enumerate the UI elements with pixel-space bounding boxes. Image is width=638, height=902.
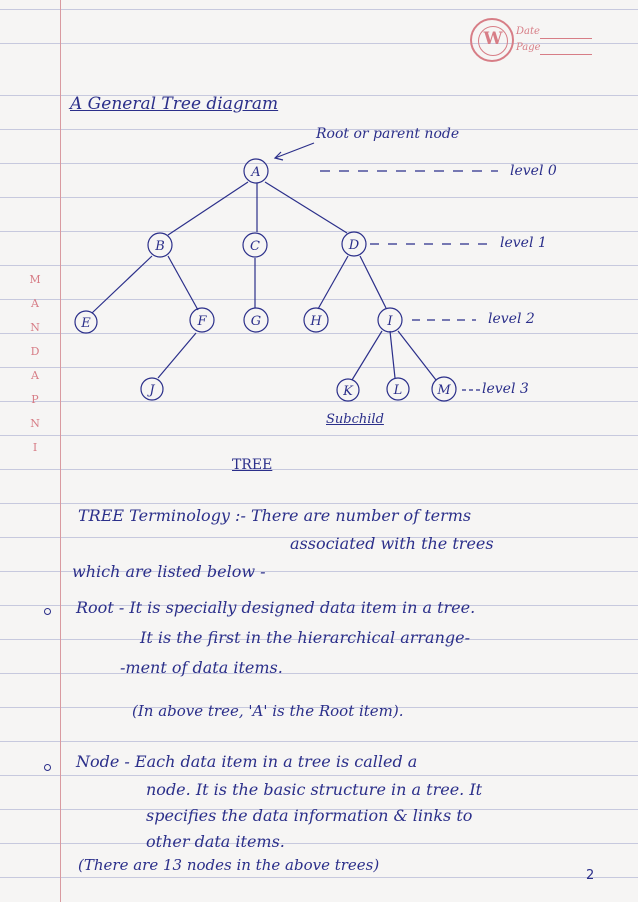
node-def-line-2: node. It is the basic structure in a tree. It bbox=[146, 780, 483, 799]
page-number: 2 bbox=[586, 868, 595, 883]
margin-text: M A N D A P N I bbox=[29, 273, 41, 454]
edge-f-j bbox=[158, 333, 196, 378]
node-label-f: F bbox=[197, 314, 207, 329]
brand-logo-letter: W bbox=[483, 29, 503, 49]
level-2-label: level 2 bbox=[488, 311, 535, 327]
edge-i-k bbox=[352, 331, 382, 380]
node-def-line-1: Node - Each data item in a tree is called a bbox=[76, 752, 418, 771]
terminology-heading: TREE Terminology :- There are number of terms bbox=[78, 506, 472, 525]
edge-d-i bbox=[360, 256, 386, 308]
node-def-line-3: specifies the data information & links to bbox=[146, 806, 473, 825]
edge-b-e bbox=[92, 256, 152, 313]
edge-i-l bbox=[390, 331, 395, 378]
node-label-j: J bbox=[149, 383, 155, 398]
node-label-e: E bbox=[81, 316, 91, 331]
node-label-d: D bbox=[348, 238, 360, 253]
edge-b-f bbox=[168, 256, 198, 310]
edge-d-h bbox=[318, 256, 348, 309]
level-1-label: level 1 bbox=[500, 235, 547, 251]
diagram-title: A General Tree diagram bbox=[70, 94, 279, 114]
page-label: Page bbox=[516, 42, 541, 53]
terminology-line-2: associated with the trees bbox=[290, 534, 494, 553]
node-label-a: A bbox=[251, 165, 261, 180]
node-def-line-5: (There are 13 nodes in the above trees) bbox=[78, 856, 380, 874]
date-label: Date bbox=[516, 26, 540, 37]
node-label-g: G bbox=[250, 314, 262, 329]
root-def-line-2: It is the first in the hierarchical arrange- bbox=[140, 628, 470, 647]
node-label-m: M bbox=[437, 383, 451, 398]
diagram-caption: TREE bbox=[232, 457, 273, 473]
subchild-label: Subchild bbox=[326, 412, 384, 427]
edge-i-m bbox=[398, 331, 436, 380]
node-label-b: B bbox=[155, 239, 165, 254]
level-3-label: level 3 bbox=[482, 381, 529, 397]
edge-a-d bbox=[265, 182, 347, 233]
node-label-l: L bbox=[393, 383, 403, 398]
root-annotation: Root or parent node bbox=[316, 126, 460, 142]
root-arrow-line bbox=[275, 143, 314, 158]
node-label-c: C bbox=[250, 239, 260, 254]
edge-a-b bbox=[168, 182, 248, 235]
level-0-label: level 0 bbox=[510, 163, 557, 179]
root-bullet bbox=[44, 608, 51, 615]
node-label-h: H bbox=[310, 314, 322, 329]
node-def-line-4: other data items. bbox=[146, 832, 285, 851]
node-label-i: I bbox=[387, 314, 393, 329]
terminology-line-3: which are listed below - bbox=[72, 562, 266, 581]
node-label-k: K bbox=[343, 384, 353, 399]
node-bullet bbox=[44, 764, 51, 771]
root-def-line-1: Root - It is specially designed data item in a tree. bbox=[76, 598, 476, 617]
root-def-line-3: -ment of data items. bbox=[120, 658, 283, 677]
root-example: (In above tree, 'A' is the Root item). bbox=[132, 702, 404, 720]
